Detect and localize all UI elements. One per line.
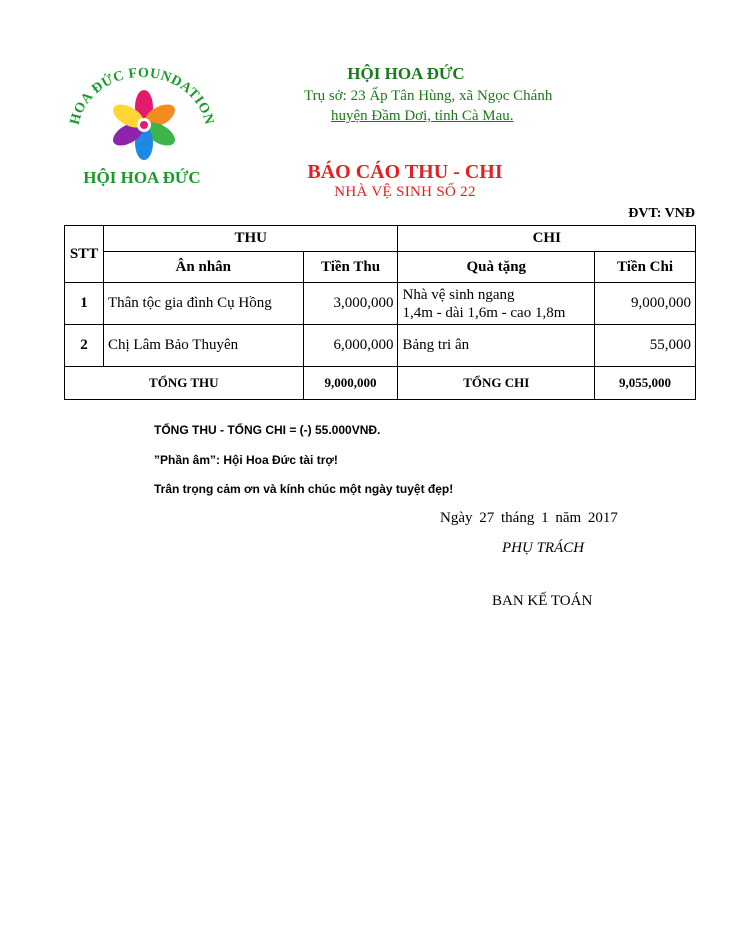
cell-tien-chi: 55,000 (595, 325, 696, 367)
report-date: Ngày 27 tháng 1 năm 2017 (440, 510, 618, 526)
report-subtitle: NHÀ VỆ SINH SỐ 22 (334, 184, 476, 200)
total-chi-label: TỔNG CHI (398, 367, 595, 400)
group-header-thu: THU (103, 226, 398, 252)
col-header-an-nhan: Ân nhân (103, 252, 303, 283)
table-header-row-2 (65, 252, 696, 283)
cell-qua-tang-line1: Nhà vệ sinh ngang (402, 286, 515, 303)
cell-qua-tang (398, 283, 595, 325)
cell-tien-chi: 9,000,000 (595, 283, 696, 325)
table-row (65, 283, 696, 325)
lotus-flower-logo-icon (64, 63, 220, 200)
note-balance: TỔNG THU - TỔNG CHI = (-) 55.000VNĐ. (154, 423, 381, 437)
col-header-tien-chi: Tiền Chi (595, 252, 696, 283)
org-address-line2 (331, 108, 514, 125)
total-thu-value: 9,000,000 (303, 367, 398, 400)
currency-unit: ĐVT: VNĐ (628, 206, 695, 221)
cell-stt: 1 (65, 283, 104, 325)
col-header-qua-tang: Quà tặng (398, 252, 595, 283)
income-expense-table (64, 225, 696, 400)
cell-tien-thu: 6,000,000 (303, 325, 398, 367)
cell-stt: 2 (65, 325, 104, 367)
logo-name: HỘI HOA ĐỨC (83, 168, 201, 187)
cell-an-nhan: Thân tộc gia đình Cụ Hồng (103, 283, 303, 325)
foundation-logo (64, 63, 220, 200)
cell-tien-thu: 3,000,000 (303, 283, 398, 325)
table-header-row-1 (65, 226, 696, 252)
org-name: HỘI HOA ĐỨC (347, 64, 465, 83)
table-total-row (65, 367, 696, 400)
report-title: BÁO CÁO THU - CHI (307, 161, 503, 183)
total-chi-value: 9,055,000 (595, 367, 696, 400)
cell-qua-tang: Bảng tri ân (398, 325, 595, 367)
note-thanks: Trân trọng cảm ơn và kính chúc một ngày tuyệt đẹp! (154, 482, 454, 496)
org-address-period: . (509, 108, 514, 124)
group-header-chi: CHI (398, 226, 696, 252)
table-row (65, 325, 696, 367)
col-header-tien-thu: Tiền Thu (303, 252, 398, 283)
note-deficit: ”Phần âm”: Hội Hoa Đức tài trợ! (154, 453, 338, 467)
total-thu-label: TỔNG THU (65, 367, 304, 400)
org-address-line1: Trụ sở: 23 Ấp Tân Hùng, xã Ngọc Chánh (304, 88, 553, 104)
signature-role: PHỤ TRÁCH (502, 540, 585, 556)
signature-name: BAN KẾ TOÁN (492, 593, 593, 609)
col-header-stt: STT (65, 226, 104, 283)
cell-qua-tang-line2: 1,4m - dài 1,6m - cao 1,8m (402, 304, 566, 321)
org-address-line2-text: huyện Đầm Dơi, tỉnh Cà Mau (331, 108, 510, 124)
cell-an-nhan: Chị Lâm Bảo Thuyên (103, 325, 303, 367)
svg-text:HOA ĐỨC FOUNDATION: HOA ĐỨC FOUNDATION (67, 65, 217, 127)
